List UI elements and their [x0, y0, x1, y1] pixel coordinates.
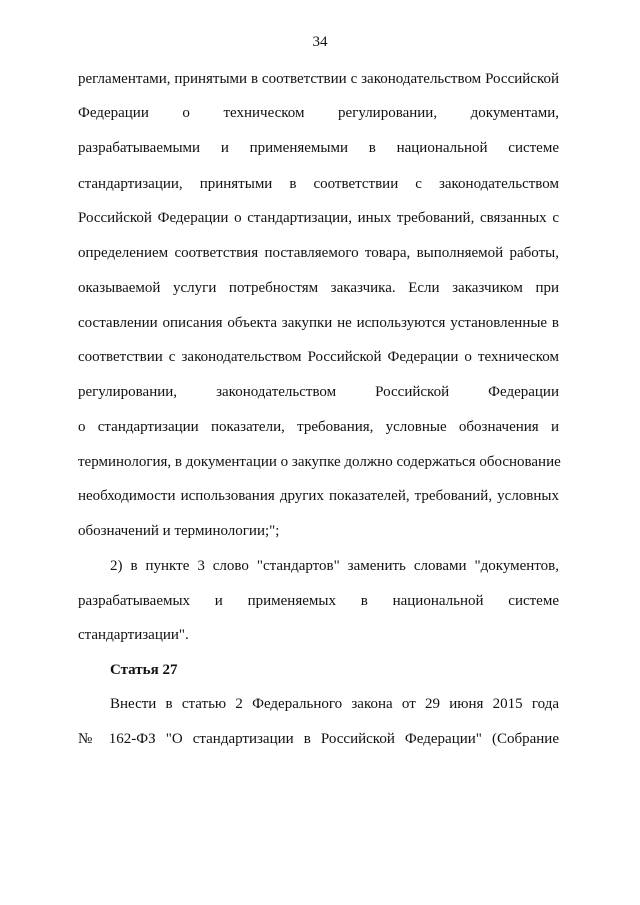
text-line: стандартизации, принятыми в соответствии с законодательством — [78, 176, 559, 192]
text-line: о стандартизации показатели, требования, условные обозначения и — [78, 419, 559, 435]
text-line: стандартизации". — [78, 627, 189, 643]
text-line: регулировании, законодательством Российской Федерации — [78, 384, 559, 400]
text-line: соответствии с законодательством Российской Федерации о техническом — [78, 349, 559, 365]
text-line: необходимости использования других показателей, требований, условных — [78, 488, 559, 504]
page-number: 34 — [312, 34, 328, 50]
text-line: Российской Федерации о стандартизации, иных требований, связанных с — [78, 210, 559, 226]
text-line: определением соответствия поставляемого товара, выполняемой работы, — [78, 245, 559, 261]
text-line: составлении описания объекта закупки не используются установленные в — [78, 315, 559, 331]
text-line: разрабатываемых и применяемых в национальной системе — [78, 593, 559, 609]
text-line: оказываемой услуги потребностям заказчика. Если заказчиком при — [78, 280, 559, 296]
text-line: № 162-ФЗ "О стандартизации в Российской Федерации" (Собрание — [78, 731, 559, 747]
text-line: Федерации о техническом регулировании, документами, — [78, 105, 559, 121]
text-line: терминология, в документации о закупке должно содержаться обоснование — [78, 454, 561, 470]
article-heading: Статья 27 — [110, 662, 178, 678]
text-line: регламентами, принятыми в соответствии с законодательством Российской — [78, 71, 559, 87]
text-line: разрабатываемыми и применяемыми в национальной системе — [78, 140, 559, 156]
text-line: Внести в статью 2 Федерального закона от 29 июня 2015 года — [110, 696, 559, 712]
text-line: 2) в пункте 3 слово "стандартов" заменить словами "документов, — [110, 558, 559, 574]
text-line: обозначений и терминологии;"; — [78, 523, 280, 539]
